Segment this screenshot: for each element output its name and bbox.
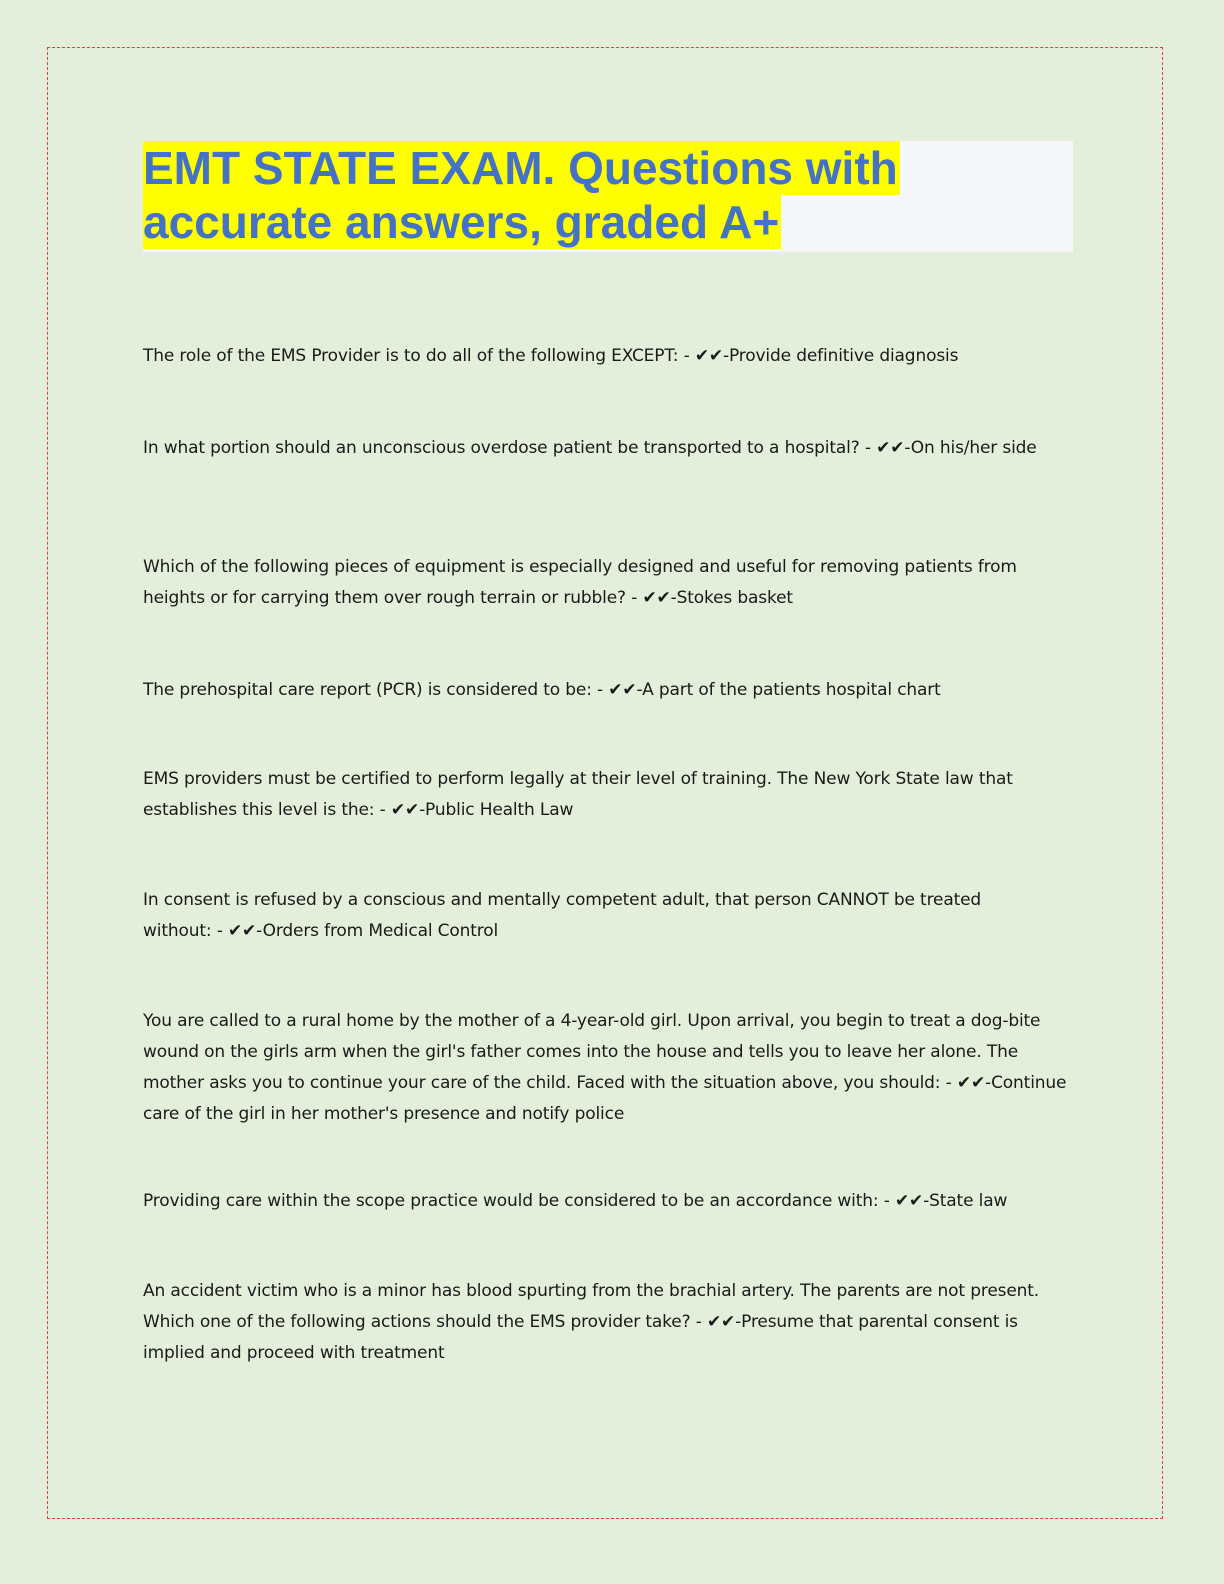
question-text: The prehospital care report (PCR) is considered to be: xyxy=(143,680,592,700)
qa-item xyxy=(143,764,1073,826)
qa-item xyxy=(143,1186,1073,1217)
check-mark-icon: ✔✔ xyxy=(227,921,257,941)
check-mark-icon: ✔✔ xyxy=(608,680,637,700)
document-title xyxy=(143,141,1073,252)
question-text: EMS providers must be certified to perform legally at their level of training. The New York State law that establishes this level is the: xyxy=(143,769,1019,820)
separator: - xyxy=(940,1073,957,1093)
separator: - xyxy=(690,1312,707,1332)
question-text: Providing care within the scope practice would be considered to be an accordance with: xyxy=(143,1191,879,1211)
answer-text: -Provide definitive diagnosis xyxy=(723,346,959,366)
separator: - xyxy=(859,438,877,458)
qa-item xyxy=(143,433,1073,464)
question-text: The role of the EMS Provider is to do all of the following EXCEPT: xyxy=(143,346,679,366)
title-line-2 xyxy=(143,195,1073,249)
answer-text: -Presume that parental consent is implied and proceed with treatment xyxy=(143,1312,1024,1363)
qa-item xyxy=(143,341,1073,372)
separator: - xyxy=(625,588,643,608)
qa-item xyxy=(143,675,1073,706)
answer-text: -Public Health Law xyxy=(419,800,574,820)
check-mark-icon: ✔✔ xyxy=(390,800,420,820)
title-line-1 xyxy=(143,141,1073,195)
separator: - xyxy=(678,346,695,366)
question-text: In consent is refused by a conscious and mentally competent adult, that person CANNOT be treated without: xyxy=(143,890,987,941)
answer-text: -State law xyxy=(923,1191,1008,1211)
check-mark-icon: ✔✔ xyxy=(894,1191,924,1211)
check-mark-icon: ✔✔ xyxy=(706,1312,736,1332)
qa-item xyxy=(143,1006,1073,1130)
check-mark-icon: ✔✔ xyxy=(694,346,724,366)
check-mark-icon: ✔✔ xyxy=(956,1073,986,1093)
separator: - xyxy=(878,1191,895,1211)
separator: - xyxy=(591,680,609,700)
answer-text: -Continue care of the girl in her mother's presence and notify police xyxy=(143,1073,1072,1124)
question-text: You are called to a rural home by the mother of a 4-year-old girl. Upon arrival, you begin to treat a dog-bite wound on the girls arm when the girl's father comes into the house and tells you to leave her alone. The mother asks you to continue your care of the child. Faced with the situation above, you should: xyxy=(143,1011,1046,1093)
qa-item xyxy=(143,885,1073,947)
separator: - xyxy=(211,921,228,941)
check-mark-icon: ✔✔ xyxy=(642,588,671,608)
answer-text: -A part of the patients hospital chart xyxy=(636,680,941,700)
qa-item xyxy=(143,552,1073,614)
answer-text: -On his/her side xyxy=(904,438,1037,458)
question-text: Which of the following pieces of equipment is especially designed and useful for removing patients from heights or for carrying them over rough terrain or rubble? xyxy=(143,557,1023,608)
title-highlight-2: accurate answers, graded A+ xyxy=(143,196,780,248)
title-highlight-1: EMT STATE EXAM. Questions with xyxy=(143,142,898,194)
check-mark-icon: ✔✔ xyxy=(876,438,905,458)
qa-item xyxy=(143,1276,1073,1369)
answer-text: -Orders from Medical Control xyxy=(256,921,499,941)
question-text: An accident victim who is a minor has blood spurting from the brachial artery. The parents are not present. Which one of the following actions should the EMS provider take? xyxy=(143,1281,1045,1332)
answer-text: -Stokes basket xyxy=(670,588,793,608)
separator: - xyxy=(374,800,391,820)
question-text: In what portion should an unconscious overdose patient be transported to a hospital? xyxy=(143,438,860,458)
